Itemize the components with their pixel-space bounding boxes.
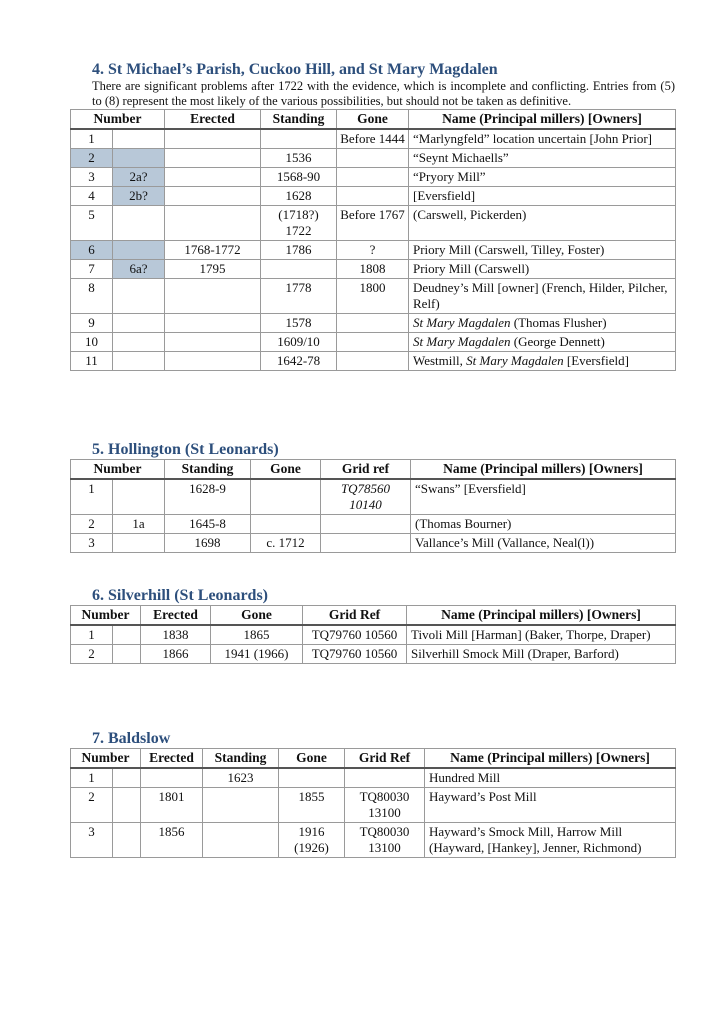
cell-sub [113, 768, 141, 788]
cell-number: 4 [71, 187, 113, 206]
header-grid-ref: Grid Ref [303, 606, 407, 626]
header-gone: Gone [337, 110, 409, 130]
cell-grid-ref [321, 534, 411, 553]
table-row [71, 333, 676, 352]
header-gone: Gone [211, 606, 303, 626]
table-header-row [71, 460, 676, 480]
cell-erected [165, 352, 261, 371]
cell-standing: 1609/10 [261, 333, 337, 352]
cell-erected: 1866 [141, 645, 211, 664]
cell-gone [337, 352, 409, 371]
cell-sub [113, 279, 165, 314]
cell-sub [113, 645, 141, 664]
section-4 [70, 61, 675, 371]
cell-standing [261, 129, 337, 149]
cell-sub [113, 241, 165, 260]
name-text: “Seynt Michaells” [413, 150, 509, 165]
name-text: Priory Mill (Carswell, Tilley, Foster) [413, 242, 605, 257]
cell-erected: 1838 [141, 625, 211, 645]
cell-number: 9 [71, 314, 113, 333]
section-5-table [70, 459, 676, 553]
cell-gone: Before 1444 [337, 129, 409, 149]
cell-name [409, 333, 676, 352]
header-number: Number [71, 749, 141, 769]
name-text: Priory Mill (Carswell) [413, 261, 530, 276]
cell-name [409, 168, 676, 187]
cell-name [409, 241, 676, 260]
table-row [71, 206, 676, 241]
cell-sub [113, 149, 165, 168]
cell-grid-ref: TQ79760 10560 [303, 645, 407, 664]
cell-name: Vallance’s Mill (Vallance, Neal(l)) [411, 534, 676, 553]
name-prefix: Westmill, [413, 353, 467, 368]
header-gone: Gone [279, 749, 345, 769]
cell-grid-ref [321, 515, 411, 534]
table-row [71, 241, 676, 260]
section-4-title: 4. St Michael’s Parish, Cuckoo Hill, and St Mary Magdalen [92, 61, 498, 78]
cell-name [409, 187, 676, 206]
cell-gone: 1865 [211, 625, 303, 645]
name-italic: St Mary Magdalen [413, 315, 511, 330]
table-row [71, 187, 676, 206]
cell-gone: 1916 (1926) [279, 823, 345, 858]
cell-name: Hayward’s Post Mill [425, 788, 676, 823]
table-row [71, 352, 676, 371]
table-row [71, 168, 676, 187]
table-row [71, 260, 676, 279]
cell-number: 3 [71, 168, 113, 187]
cell-name [409, 352, 676, 371]
section-6-title: 6. Silverhill (St Leonards) [92, 587, 269, 604]
cell-gone [251, 479, 321, 515]
header-name: Name (Principal millers) [Owners] [425, 749, 676, 769]
cell-name [409, 129, 676, 149]
table-row [71, 768, 676, 788]
cell-grid-ref: TQ80030 13100 [345, 788, 425, 823]
cell-erected: 1795 [165, 260, 261, 279]
table-row [71, 823, 676, 858]
header-standing: Standing [261, 110, 337, 130]
cell-name: Hundred Mill [425, 768, 676, 788]
cell-gone: ? [337, 241, 409, 260]
table-row [71, 279, 676, 314]
cell-name: Tivoli Mill [Harman] (Baker, Thorpe, Draper) [407, 625, 676, 645]
header-grid-ref: Grid ref [321, 460, 411, 480]
cell-name [409, 260, 676, 279]
name-italic: St Mary Magdalen [413, 334, 511, 349]
cell-sub [113, 129, 165, 149]
name-text: Deudney’s Mill [owner] (French, Hilder, Pilcher, Relf) [413, 280, 668, 311]
header-erected: Erected [165, 110, 261, 130]
header-erected: Erected [141, 606, 211, 626]
cell-standing: 1623 [203, 768, 279, 788]
cell-gone: 1855 [279, 788, 345, 823]
table-row [71, 314, 676, 333]
cell-erected [165, 314, 261, 333]
header-erected: Erected [141, 749, 203, 769]
table-header-row [71, 110, 676, 130]
cell-gone [279, 768, 345, 788]
cell-erected [141, 768, 203, 788]
cell-gone: Before 1767 [337, 206, 409, 241]
cell-grid-ref: TQ78560 10140 [321, 479, 411, 515]
table-row [71, 129, 676, 149]
cell-number: 1 [71, 768, 113, 788]
cell-number: 5 [71, 206, 113, 241]
cell-name [409, 314, 676, 333]
cell-erected [165, 168, 261, 187]
cell-name [409, 149, 676, 168]
cell-number: 2 [71, 645, 113, 664]
section-7-table [70, 748, 676, 858]
cell-number: 1 [71, 479, 113, 515]
table-row [71, 149, 676, 168]
cell-number: 1 [71, 129, 113, 149]
cell-sub [113, 314, 165, 333]
cell-grid-ref [345, 768, 425, 788]
cell-erected: 1856 [141, 823, 203, 858]
cell-standing: 1536 [261, 149, 337, 168]
table-header-row [71, 749, 676, 769]
cell-name: Silverhill Smock Mill (Draper, Barford) [407, 645, 676, 664]
cell-erected [165, 279, 261, 314]
cell-sub [113, 206, 165, 241]
name-text: (Carswell, Pickerden) [413, 207, 527, 222]
cell-name [409, 279, 676, 314]
cell-name: (Thomas Bourner) [411, 515, 676, 534]
section-5-title: 5. Hollington (St Leonards) [92, 441, 279, 458]
cell-gone: c. 1712 [251, 534, 321, 553]
cell-erected: 1801 [141, 788, 203, 823]
cell-standing [203, 788, 279, 823]
header-name: Name (Principal millers) [Owners] [409, 110, 676, 130]
name-text: (George Dennett) [510, 334, 605, 349]
name-text: “Marlyngfeld” location uncertain [John Prior] [413, 131, 652, 146]
table-row [71, 515, 676, 534]
section-4-table [70, 109, 676, 371]
cell-sub [113, 788, 141, 823]
table-row [71, 534, 676, 553]
cell-standing: 1645-8 [165, 515, 251, 534]
cell-name: Hayward’s Smock Mill, Harrow Mill (Hayward, [Hankey], Jenner, Richmond) [425, 823, 676, 858]
table-row [71, 645, 676, 664]
cell-erected [165, 333, 261, 352]
cell-sub: 2b? [113, 187, 165, 206]
name-text: [Eversfield] [413, 188, 476, 203]
cell-sub: 6a? [113, 260, 165, 279]
cell-sub [113, 479, 165, 515]
cell-erected: 1768-1772 [165, 241, 261, 260]
cell-sub [113, 625, 141, 645]
cell-number: 11 [71, 352, 113, 371]
cell-sub: 2a? [113, 168, 165, 187]
header-number: Number [71, 606, 141, 626]
name-text: “Pryory Mill” [413, 169, 486, 184]
cell-standing: 1786 [261, 241, 337, 260]
cell-standing: 1568-90 [261, 168, 337, 187]
table-row [71, 788, 676, 823]
cell-sub [113, 352, 165, 371]
cell-gone [337, 149, 409, 168]
cell-standing: 1628 [261, 187, 337, 206]
cell-number: 7 [71, 260, 113, 279]
name-text: (Thomas Flusher) [510, 315, 607, 330]
cell-gone: 1941 (1966) [211, 645, 303, 664]
cell-gone: 1800 [337, 279, 409, 314]
section-6 [70, 587, 675, 664]
cell-number: 3 [71, 534, 113, 553]
cell-erected [165, 149, 261, 168]
section-5 [70, 441, 675, 553]
name-text: [Eversfield] [563, 353, 629, 368]
header-number: Number [71, 460, 165, 480]
cell-sub [113, 333, 165, 352]
cell-standing: (1718?) 1722 [261, 206, 337, 241]
cell-standing: 1642-78 [261, 352, 337, 371]
cell-number: 6 [71, 241, 113, 260]
cell-erected [165, 187, 261, 206]
cell-sub [113, 823, 141, 858]
cell-grid-ref: TQ80030 13100 [345, 823, 425, 858]
cell-standing: 1698 [165, 534, 251, 553]
section-7 [70, 730, 675, 858]
cell-gone [337, 333, 409, 352]
cell-standing [261, 260, 337, 279]
cell-gone [337, 187, 409, 206]
cell-number: 2 [71, 149, 113, 168]
cell-number: 3 [71, 823, 113, 858]
cell-standing: 1628-9 [165, 479, 251, 515]
cell-grid-ref: TQ79760 10560 [303, 625, 407, 645]
cell-number: 2 [71, 788, 113, 823]
cell-gone: 1808 [337, 260, 409, 279]
header-standing: Standing [203, 749, 279, 769]
header-grid-ref: Grid Ref [345, 749, 425, 769]
section-4-note: There are significant problems after 1722 with the evidence, which is incomplete and conflicting. Entries from (5) to (8) represent the most likely of the various possibilities, but should not be taken as definitive. [92, 79, 675, 108]
table-row [71, 625, 676, 645]
header-standing: Standing [165, 460, 251, 480]
cell-erected [165, 129, 261, 149]
table-header-row [71, 606, 676, 626]
cell-sub: 1a [113, 515, 165, 534]
cell-erected [165, 206, 261, 241]
cell-name: “Swans” [Eversfield] [411, 479, 676, 515]
cell-gone [251, 515, 321, 534]
header-name: Name (Principal millers) [Owners] [407, 606, 676, 626]
section-6-table [70, 605, 676, 664]
header-gone: Gone [251, 460, 321, 480]
cell-gone [337, 168, 409, 187]
cell-standing: 1578 [261, 314, 337, 333]
section-7-title: 7. Baldslow [92, 730, 171, 747]
cell-number: 10 [71, 333, 113, 352]
name-italic: St Mary Magdalen [466, 353, 564, 368]
header-number: Number [71, 110, 165, 130]
cell-sub [113, 534, 165, 553]
cell-standing: 1778 [261, 279, 337, 314]
cell-standing [203, 823, 279, 858]
header-name: Name (Principal millers) [Owners] [411, 460, 676, 480]
cell-number: 1 [71, 625, 113, 645]
table-row [71, 479, 676, 515]
cell-number: 8 [71, 279, 113, 314]
cell-number: 2 [71, 515, 113, 534]
cell-gone [337, 314, 409, 333]
cell-name [409, 206, 676, 241]
